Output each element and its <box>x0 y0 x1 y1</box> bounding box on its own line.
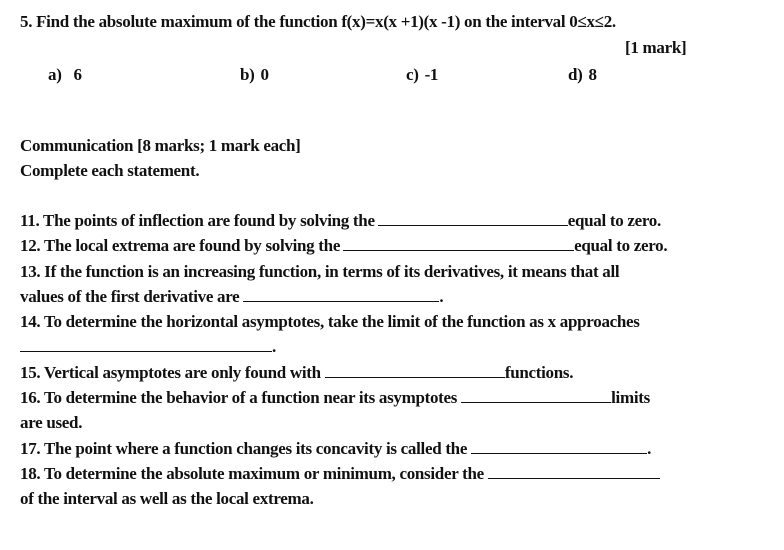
statement-16-end: limits <box>611 388 650 407</box>
statement-12 <box>20 236 667 256</box>
communication-heading: Communication [8 marks; 1 mark each] <box>20 136 301 155</box>
statement-15 <box>20 363 573 383</box>
statement-18-line1 <box>20 464 660 484</box>
option-b-label: b) <box>240 65 255 84</box>
statement-16-text: 16. To determine the behavior of a function near its asymptotes <box>20 388 458 407</box>
option-a <box>48 65 82 85</box>
answer-blank-14[interactable] <box>20 337 272 352</box>
statement-12-text: 12. The local extrema are found by solving the <box>20 236 341 255</box>
answer-blank-11[interactable] <box>378 211 568 226</box>
option-c-value: -1 <box>424 65 439 84</box>
question-5-stem: 5. Find the absolute maximum of the function f(x)=x(x +1)(x -1) on the interval 0≤x≤2. <box>20 12 616 31</box>
communication-instruction: Complete each statement. <box>20 161 200 180</box>
statement-15-end: functions. <box>504 363 574 382</box>
statement-14-period: . <box>272 337 276 356</box>
option-c <box>406 65 438 85</box>
answer-blank-16[interactable] <box>461 388 611 403</box>
statement-13-period: . <box>439 287 444 306</box>
statement-14-line2 <box>20 337 276 357</box>
statement-17-text: 17. The point where a function changes its concavity is called the <box>20 439 468 458</box>
statement-16-line1 <box>20 388 650 408</box>
statement-13-text: values of the first derivative are <box>20 287 240 306</box>
answer-blank-12[interactable] <box>343 236 574 251</box>
option-d <box>568 65 597 85</box>
question-5-marks: [1 mark] <box>625 38 687 57</box>
option-d-value: 8 <box>588 65 597 84</box>
option-c-label: c) <box>406 65 419 84</box>
statement-11-text: 11. The points of inflection are found by solving the <box>20 211 375 230</box>
answer-blank-18[interactable] <box>488 464 660 479</box>
answer-blank-15[interactable] <box>325 363 505 378</box>
statement-16-line2: are used. <box>20 413 83 432</box>
statement-12-end: equal to zero. <box>574 236 668 255</box>
option-b <box>240 65 269 85</box>
answer-blank-13[interactable] <box>243 287 439 302</box>
statement-18-line2: of the interval as well as the local extrema. <box>20 489 314 508</box>
option-d-label: d) <box>568 65 583 84</box>
statement-11 <box>20 211 661 231</box>
option-b-value: 0 <box>260 65 269 84</box>
statement-17-period: . <box>647 439 652 458</box>
statement-11-end: equal to zero. <box>567 211 661 230</box>
answer-blank-17[interactable] <box>471 439 647 454</box>
statement-13-line2 <box>20 287 443 307</box>
option-a-value: 6 <box>73 65 82 84</box>
option-a-label: a) <box>48 65 62 84</box>
statement-17 <box>20 439 651 459</box>
statement-14-line1: 14. To determine the horizontal asymptotes, take the limit of the function as x approaches <box>20 312 640 331</box>
statement-13-line1: 13. If the function is an increasing function, in terms of its derivatives, it means that all <box>20 262 620 281</box>
statement-15-text: 15. Vertical asymptotes are only found with <box>20 363 321 382</box>
statement-18-text: 18. To determine the absolute maximum or minimum, consider the <box>20 464 484 483</box>
